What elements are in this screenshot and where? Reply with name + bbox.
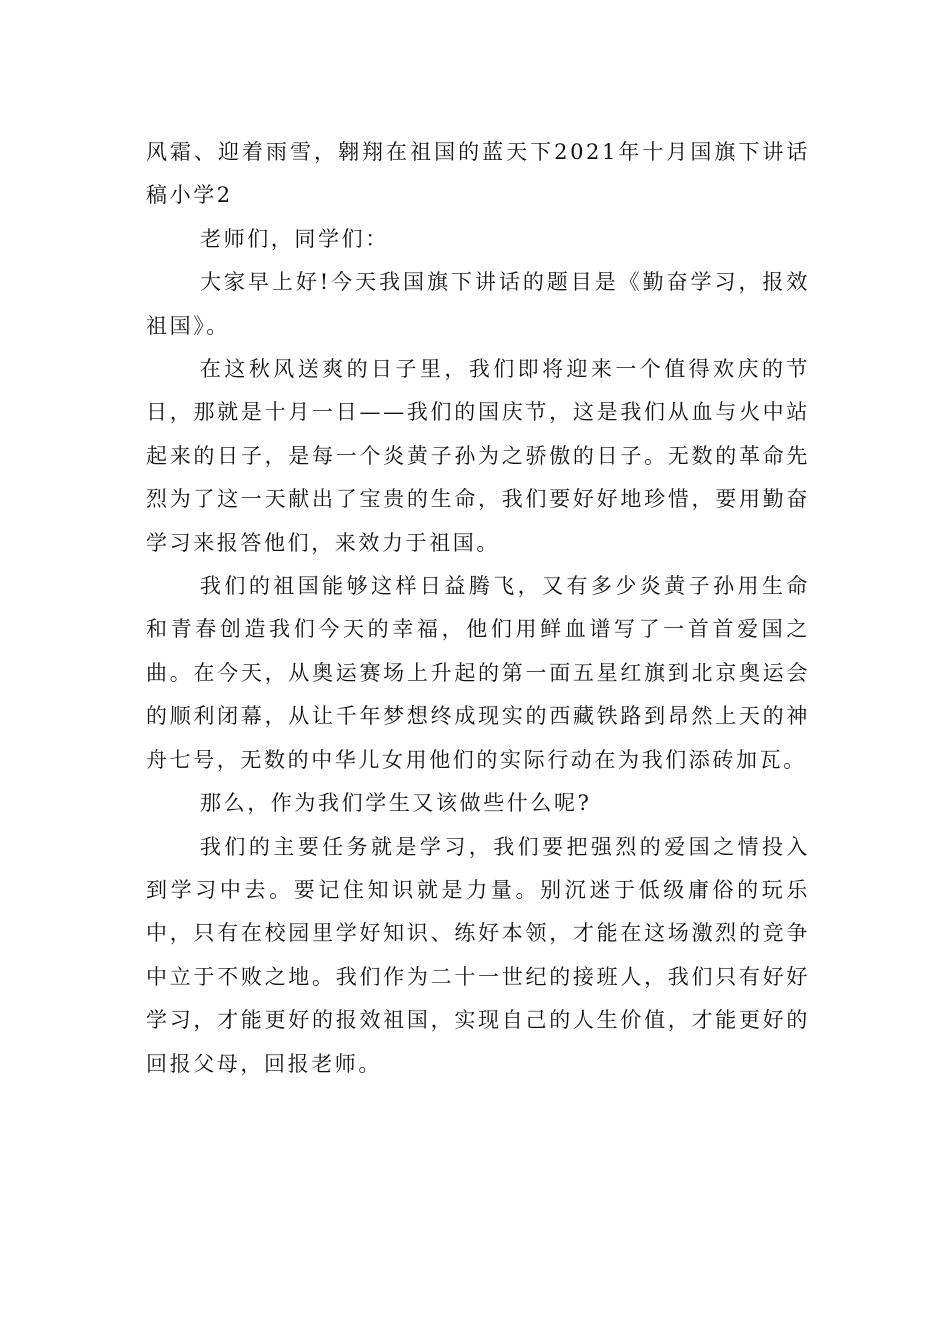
paragraph-question: 那么，作为我们学生又该做些什么呢? [200,791,592,816]
paragraph-motherland: 我们的祖国能够这样日益腾飞，又有多少炎黄子孙用生命和青春创造我们今天的幸福，他们用鲜血谱写了一首首爱国之曲。在今天，从奥运赛场上升起的第一面五星红旗到北京奥运会的顺利闭幕，从让千年梦想终成现实的西藏铁路到昂然上天的神舟七号，无数的中华儿女用他们的实际行动在为我们添砖加瓦。 [146,574,810,772]
paragraph-greeting: 大家早上好!今天我国旗下讲话的题目是《勤奋学习，报效祖国》。 [146,270,810,338]
document-body [146,131,810,1086]
paragraph-continuation: 风霜、迎着雨雪，翱翔在祖国的蓝天下2021年十月国旗下讲话稿小学2 [146,140,810,208]
paragraph-national-day: 在这秋风送爽的日子里，我们即将迎来一个值得欢庆的节日，那就是十月一日——我们的国庆节，这是我们从血与火中站起来的日子，是每一个炎黄子孙为之骄傲的日子。无数的革命先烈为了这一天献出了宝贵的生命，我们要好好地珍惜，要用勤奋学习来报答他们，来效力于祖国。 [146,357,810,555]
paragraph-salutation: 老师们，同学们： [200,226,389,251]
paragraph-study-task: 我们的主要任务就是学习，我们要把强烈的爱国之情投入到学习中去。要记住知识就是力量。别沉迷于低级庸俗的玩乐中，只有在校园里学好知识、练好本领，才能在这场激烈的竞争中立于不败之地。我们作为二十一世纪的接班人，我们只有好好学习，才能更好的报效祖国，实现自己的人生价值，才能更好的回报父母，回报老师。 [146,834,810,1076]
